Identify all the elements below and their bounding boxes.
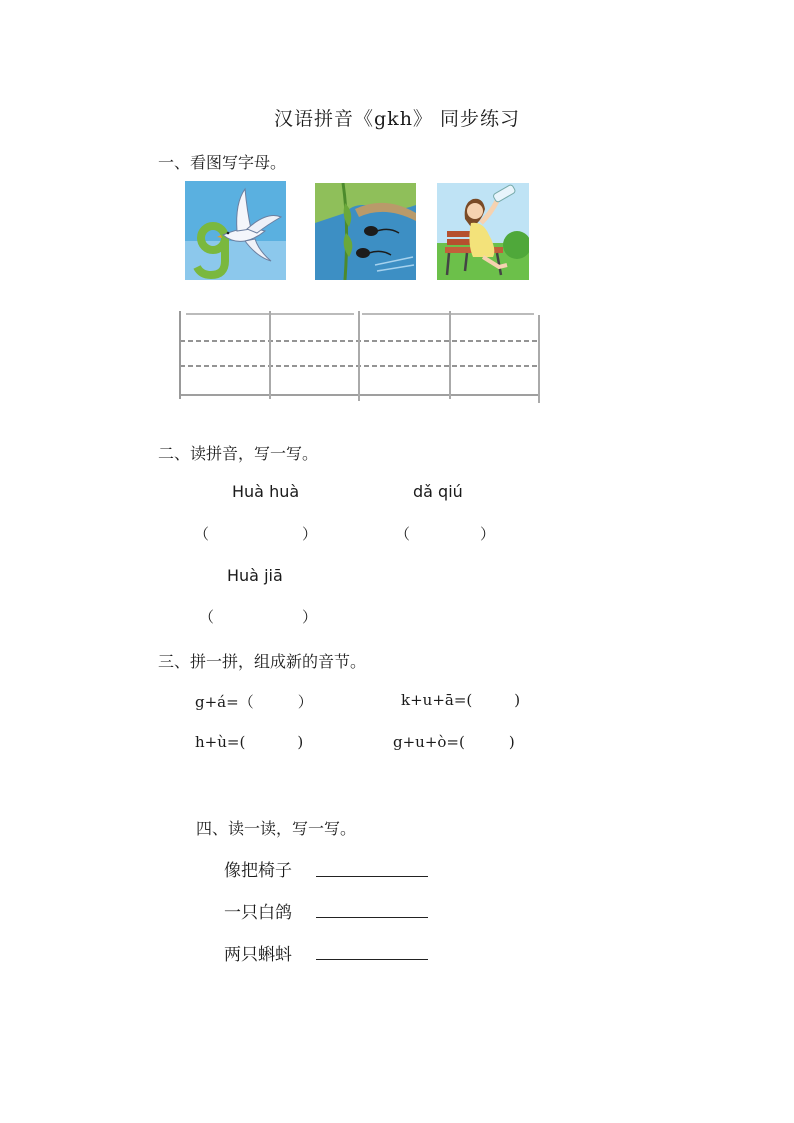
equation-2-open: ( — [466, 691, 473, 709]
equation-2-lhs: k+u+ā= — [401, 691, 467, 709]
pinyin-2: dǎ qiú — [413, 482, 463, 501]
answer-close-paren-1[interactable]: ） — [302, 525, 318, 543]
equation-2-close: ) — [514, 691, 521, 709]
page-title: 汉语拼音《gkh》 同步练习 — [274, 108, 520, 130]
section-1-heading: 一、看图写字母。 — [158, 153, 287, 172]
equation-4-lhs: g+u+ò= — [393, 733, 459, 751]
answer-line-1[interactable] — [316, 858, 428, 877]
answer-close-paren-3[interactable]: ） — [302, 608, 318, 626]
answer-line-3[interactable] — [316, 941, 428, 960]
section-2-heading: 二、读拼音，写一写。 — [158, 444, 319, 463]
answer-open-paren-1: （ — [194, 525, 210, 543]
equation-1-close: ） — [297, 693, 313, 711]
equation-4-close: ) — [508, 733, 515, 751]
equation-1-open: （ — [238, 693, 254, 711]
word-1: 像把椅子 — [224, 861, 292, 881]
pinyin-3: Huà jiā — [227, 566, 283, 585]
equation-4-open: ( — [459, 733, 465, 751]
four-line-writing-grid[interactable] — [178, 309, 542, 409]
answer-open-paren-3: （ — [199, 608, 215, 626]
equation-3-close: ) — [297, 733, 304, 751]
pigeon-with-letter-g-icon — [185, 181, 286, 280]
girl-drinking-on-bench-icon — [437, 183, 529, 280]
section-3-heading: 三、拼一拼，组成新的音节。 — [158, 652, 367, 671]
answer-close-paren-2[interactable]: ） — [480, 525, 496, 543]
answer-line-2[interactable] — [316, 899, 428, 918]
equation-3[interactable] — [195, 733, 303, 751]
word-3: 两只蝌蚪 — [224, 945, 292, 965]
pinyin-1: Huà huà — [232, 482, 300, 501]
equation-3-open: ( — [239, 733, 246, 751]
section-4-heading: 四、读一读，写一写。 — [196, 819, 357, 838]
answer-open-paren-2: （ — [395, 525, 411, 543]
equation-1[interactable] — [195, 691, 313, 712]
equation-3-lhs: h+ù= — [195, 733, 240, 751]
equation-2[interactable] — [401, 691, 520, 709]
word-2: 一只白鸽 — [224, 903, 292, 923]
equation-1-lhs: g+á= — [195, 693, 239, 711]
tadpoles-in-pond-icon — [315, 183, 416, 280]
equation-4[interactable] — [393, 733, 515, 751]
